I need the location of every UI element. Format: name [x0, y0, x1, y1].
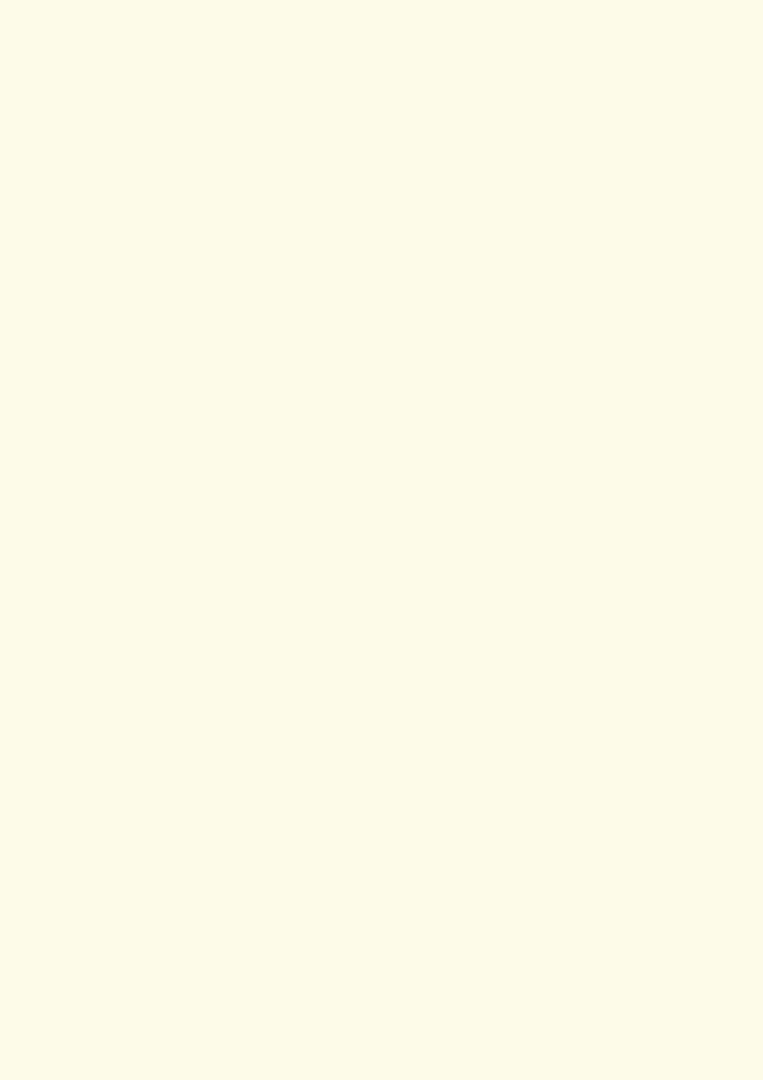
decorative-books-bottom: [0, 960, 763, 1080]
decorative-books-top: [0, 0, 763, 122]
